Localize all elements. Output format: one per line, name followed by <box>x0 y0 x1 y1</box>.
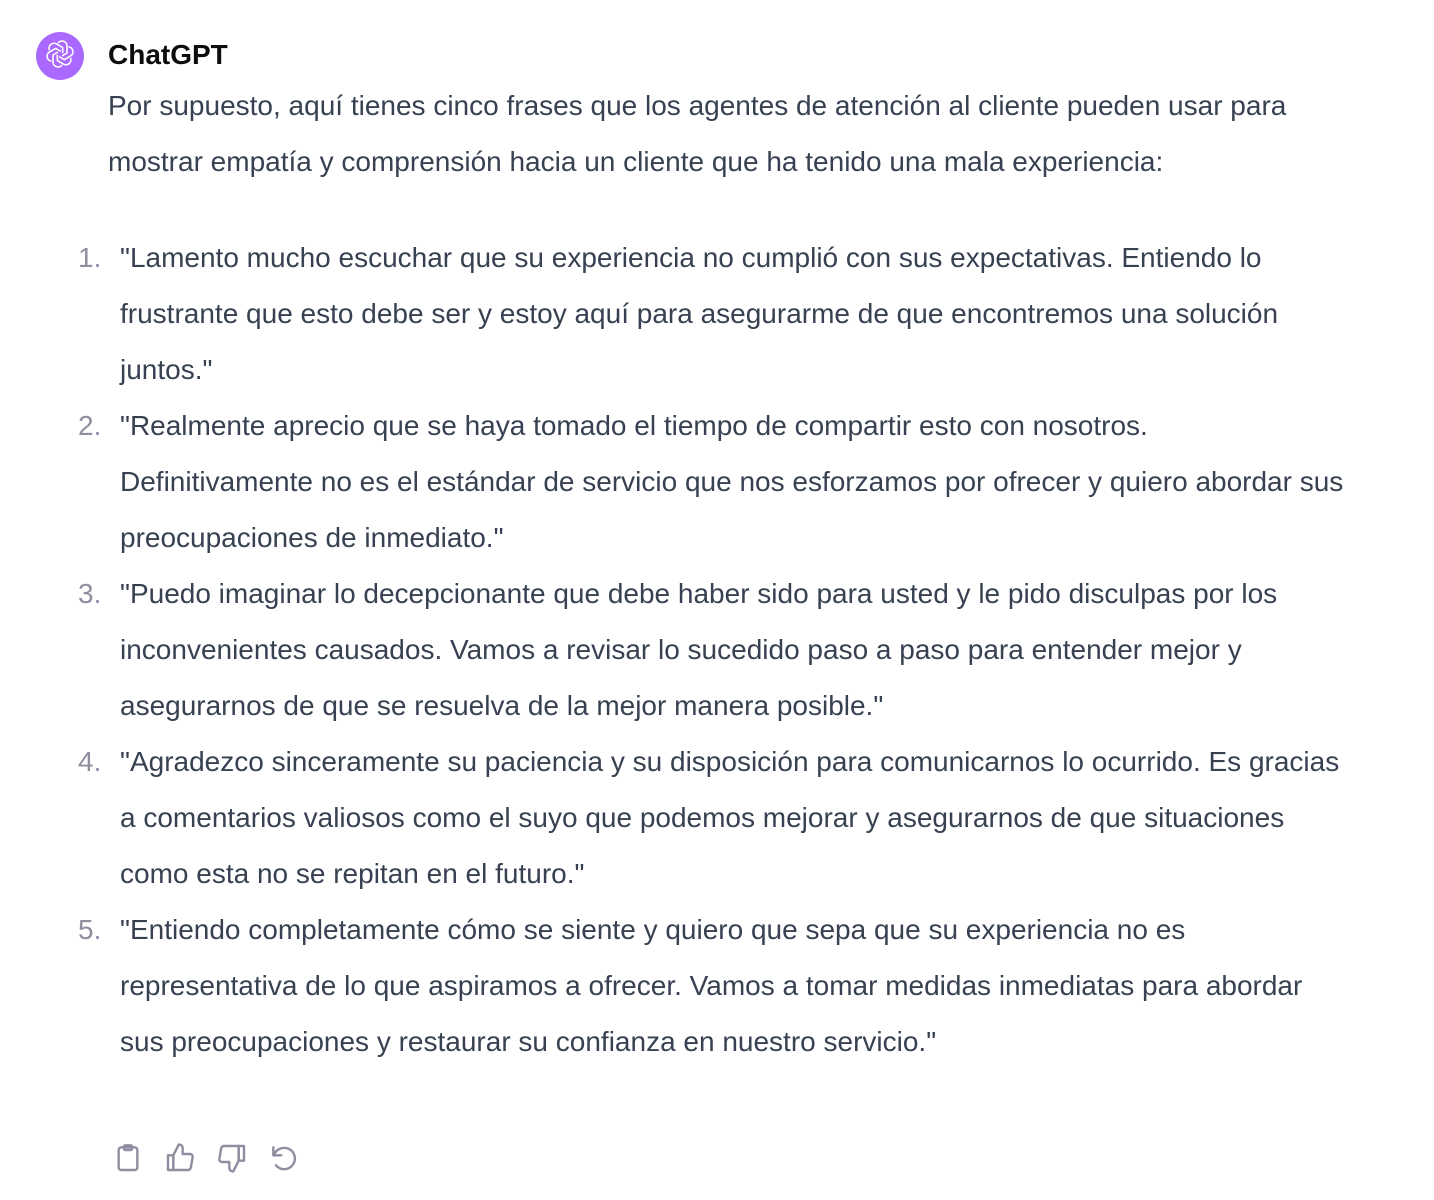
list-item-text: "Realmente aprecio que se haya tomado el tiempo de compartir esto con nosotros. Definitivamente no es el estándar de servicio que nos esforzamos por ofrecer y quiero abordar sus preocupaciones de inmediato." <box>120 410 1344 553</box>
list-number: 1. <box>78 242 102 273</box>
regenerate-button[interactable] <box>266 1140 302 1180</box>
thumbs-down-button[interactable] <box>214 1140 250 1180</box>
author-name: ChatGPT <box>108 39 228 70</box>
intro-paragraph: Por supuesto, aquí tienes cinco frases que los agentes de atención al cliente pueden usar para mostrar empatía y comprensión hacia un cliente que ha tenido una mala experiencia: <box>108 90 1287 177</box>
copy-button[interactable] <box>110 1140 146 1180</box>
regenerate-icon <box>268 1142 300 1179</box>
list-item <box>78 902 1348 1070</box>
avatar <box>36 32 84 80</box>
message-actions <box>110 1140 302 1180</box>
phrase-list <box>78 230 1348 1070</box>
list-item-text: "Puedo imaginar lo decepcionante que debe haber sido para usted y le pido disculpas por los inconvenientes causados. Vamos a revisar lo sucedido paso a paso para entender mejor y asegurarnos de que se resuelva de la mejor manera posible." <box>120 578 1278 721</box>
list-number: 5. <box>78 914 102 945</box>
list-item-text: "Entiendo completamente cómo se siente y quiero que sepa que su experiencia no es representativa de lo que aspiramos a ofrecer. Vamos a tomar medidas inmediatas para abordar sus preocupaciones y restaurar su confianza en nuestro servicio." <box>120 914 1303 1057</box>
list-number: 2. <box>78 410 102 441</box>
list-item <box>78 566 1348 734</box>
list-item <box>78 230 1348 398</box>
message-content <box>78 78 1348 1070</box>
clipboard-icon <box>112 1142 144 1179</box>
list-item <box>78 398 1348 566</box>
list-item-text: "Lamento mucho escuchar que su experiencia no cumplió con sus expectativas. Entiendo lo frustrante que esto debe ser y estoy aquí para asegurarme de que encontremos una solución juntos." <box>120 242 1279 385</box>
list-number: 3. <box>78 578 102 609</box>
thumbs-down-icon <box>216 1142 248 1179</box>
thumbs-up-icon <box>164 1142 196 1179</box>
openai-logo-icon <box>44 38 76 75</box>
assistant-message <box>36 32 1396 1192</box>
list-number: 4. <box>78 746 102 777</box>
list-item-text: "Agradezco sinceramente su paciencia y su disposición para comunicarnos lo ocurrido. Es gracias a comentarios valiosos como el suyo que podemos mejorar y asegurarnos de que situaciones como esta no se repitan en el futuro." <box>120 746 1340 889</box>
thumbs-up-button[interactable] <box>162 1140 198 1180</box>
list-item <box>78 734 1348 902</box>
